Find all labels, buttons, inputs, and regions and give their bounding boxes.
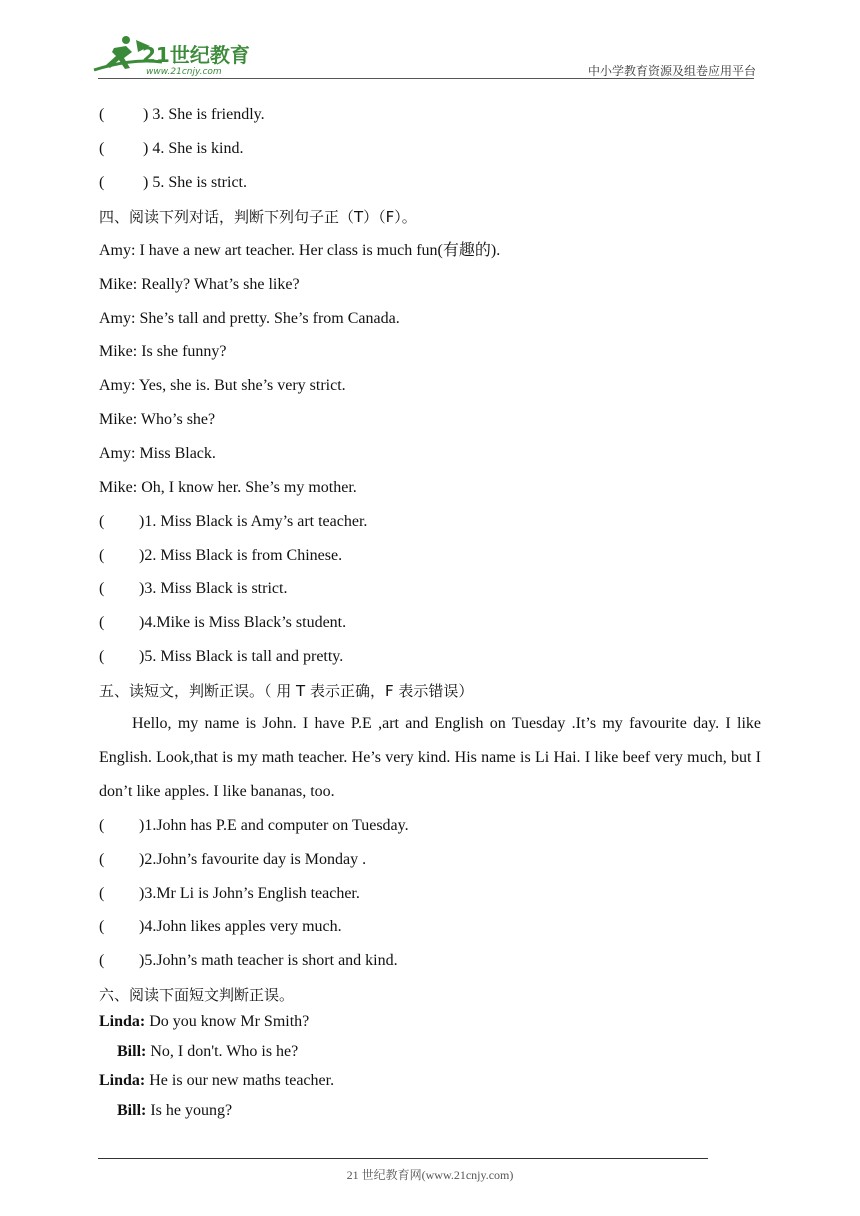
s6-dialogue-line: Linda: He is our new maths teacher. bbox=[99, 1072, 335, 1089]
s4-dialogue-line: Amy: I have a new art teacher. Her class is much fun(有趣的). bbox=[99, 242, 501, 259]
header-divider bbox=[98, 78, 754, 79]
s4-dialogue-line: Amy: Miss Black. bbox=[99, 445, 216, 462]
s3-item-4: ( ) 4. She is kind. bbox=[99, 140, 244, 157]
s4-item-4: ( )4.Mike is Miss Black’s student. bbox=[99, 614, 347, 631]
header-platform-name: 中小学教育资源及组卷应用平台 bbox=[587, 64, 756, 78]
s5-passage: Hello, my name is John. I have P.E ,art and English on Tuesday .It’s my favourite day. I like English. Look,that is my math teacher. He’s very kind. His name is Li Hai. I like beef very much, but I don’t like apples. I like bananas, too. bbox=[99, 715, 761, 800]
logo-url: www.21cnjy.com bbox=[146, 67, 222, 77]
s3-item-5: ( ) 5. She is strict. bbox=[99, 174, 247, 191]
s5-item-3: ( )3.Mr Li is John’s English teacher. bbox=[99, 885, 360, 902]
runner-logo-icon bbox=[92, 34, 267, 78]
s5-item-5: ( )5.John’s math teacher is short and kind. bbox=[99, 952, 398, 969]
s4-dialogue-line: Mike: Really? What’s she like? bbox=[99, 276, 300, 293]
section5-heading: 五、读短文，判断正误。（ 用 T 表示正确，F 表示错误） bbox=[99, 682, 474, 700]
page-header bbox=[0, 0, 860, 80]
s6-dialogue-line: Linda: Do you know Mr Smith? bbox=[99, 1013, 310, 1030]
section6-heading: 六、阅读下面短文判断正误。 bbox=[99, 986, 295, 1004]
s4-item-1: ( )1. Miss Black is Amy’s art teacher. bbox=[99, 513, 368, 530]
logo-text: 21世纪教育 bbox=[142, 43, 250, 67]
s4-item-2: ( )2. Miss Black is from Chinese. bbox=[99, 547, 343, 564]
s4-dialogue-line: Mike: Oh, I know her. She’s my mother. bbox=[99, 479, 357, 496]
s4-dialogue-line: Mike: Is she funny? bbox=[99, 343, 227, 360]
page-footer: 21 世纪教育网(www.21cnjy.com) bbox=[346, 1168, 514, 1182]
site-logo bbox=[92, 34, 267, 78]
s4-dialogue-line: Amy: Yes, she is. But she’s very strict. bbox=[99, 377, 346, 394]
s4-item-3: ( )3. Miss Black is strict. bbox=[99, 580, 288, 597]
s4-dialogue-line: Mike: Who’s she? bbox=[99, 411, 216, 428]
section4-heading: 四、阅读下列对话，判断下列句子正（T）（F）。 bbox=[99, 208, 417, 226]
footer-divider bbox=[98, 1158, 708, 1159]
s5-item-2: ( )2.John’s favourite day is Monday . bbox=[99, 851, 367, 868]
s5-item-4: ( )4.John likes apples very much. bbox=[99, 918, 342, 935]
s4-dialogue-line: Amy: She’s tall and pretty. She’s from Canada. bbox=[99, 310, 400, 327]
s3-item-3: ( ) 3. She is friendly. bbox=[99, 106, 265, 123]
s4-item-5: ( )5. Miss Black is tall and pretty. bbox=[99, 648, 344, 665]
s6-dialogue-line: Bill: No, I don't. Who is he? bbox=[117, 1043, 299, 1060]
s5-item-1: ( )1.John has P.E and computer on Tuesday. bbox=[99, 817, 409, 834]
s6-dialogue-line: Bill: Is he young? bbox=[117, 1102, 233, 1119]
